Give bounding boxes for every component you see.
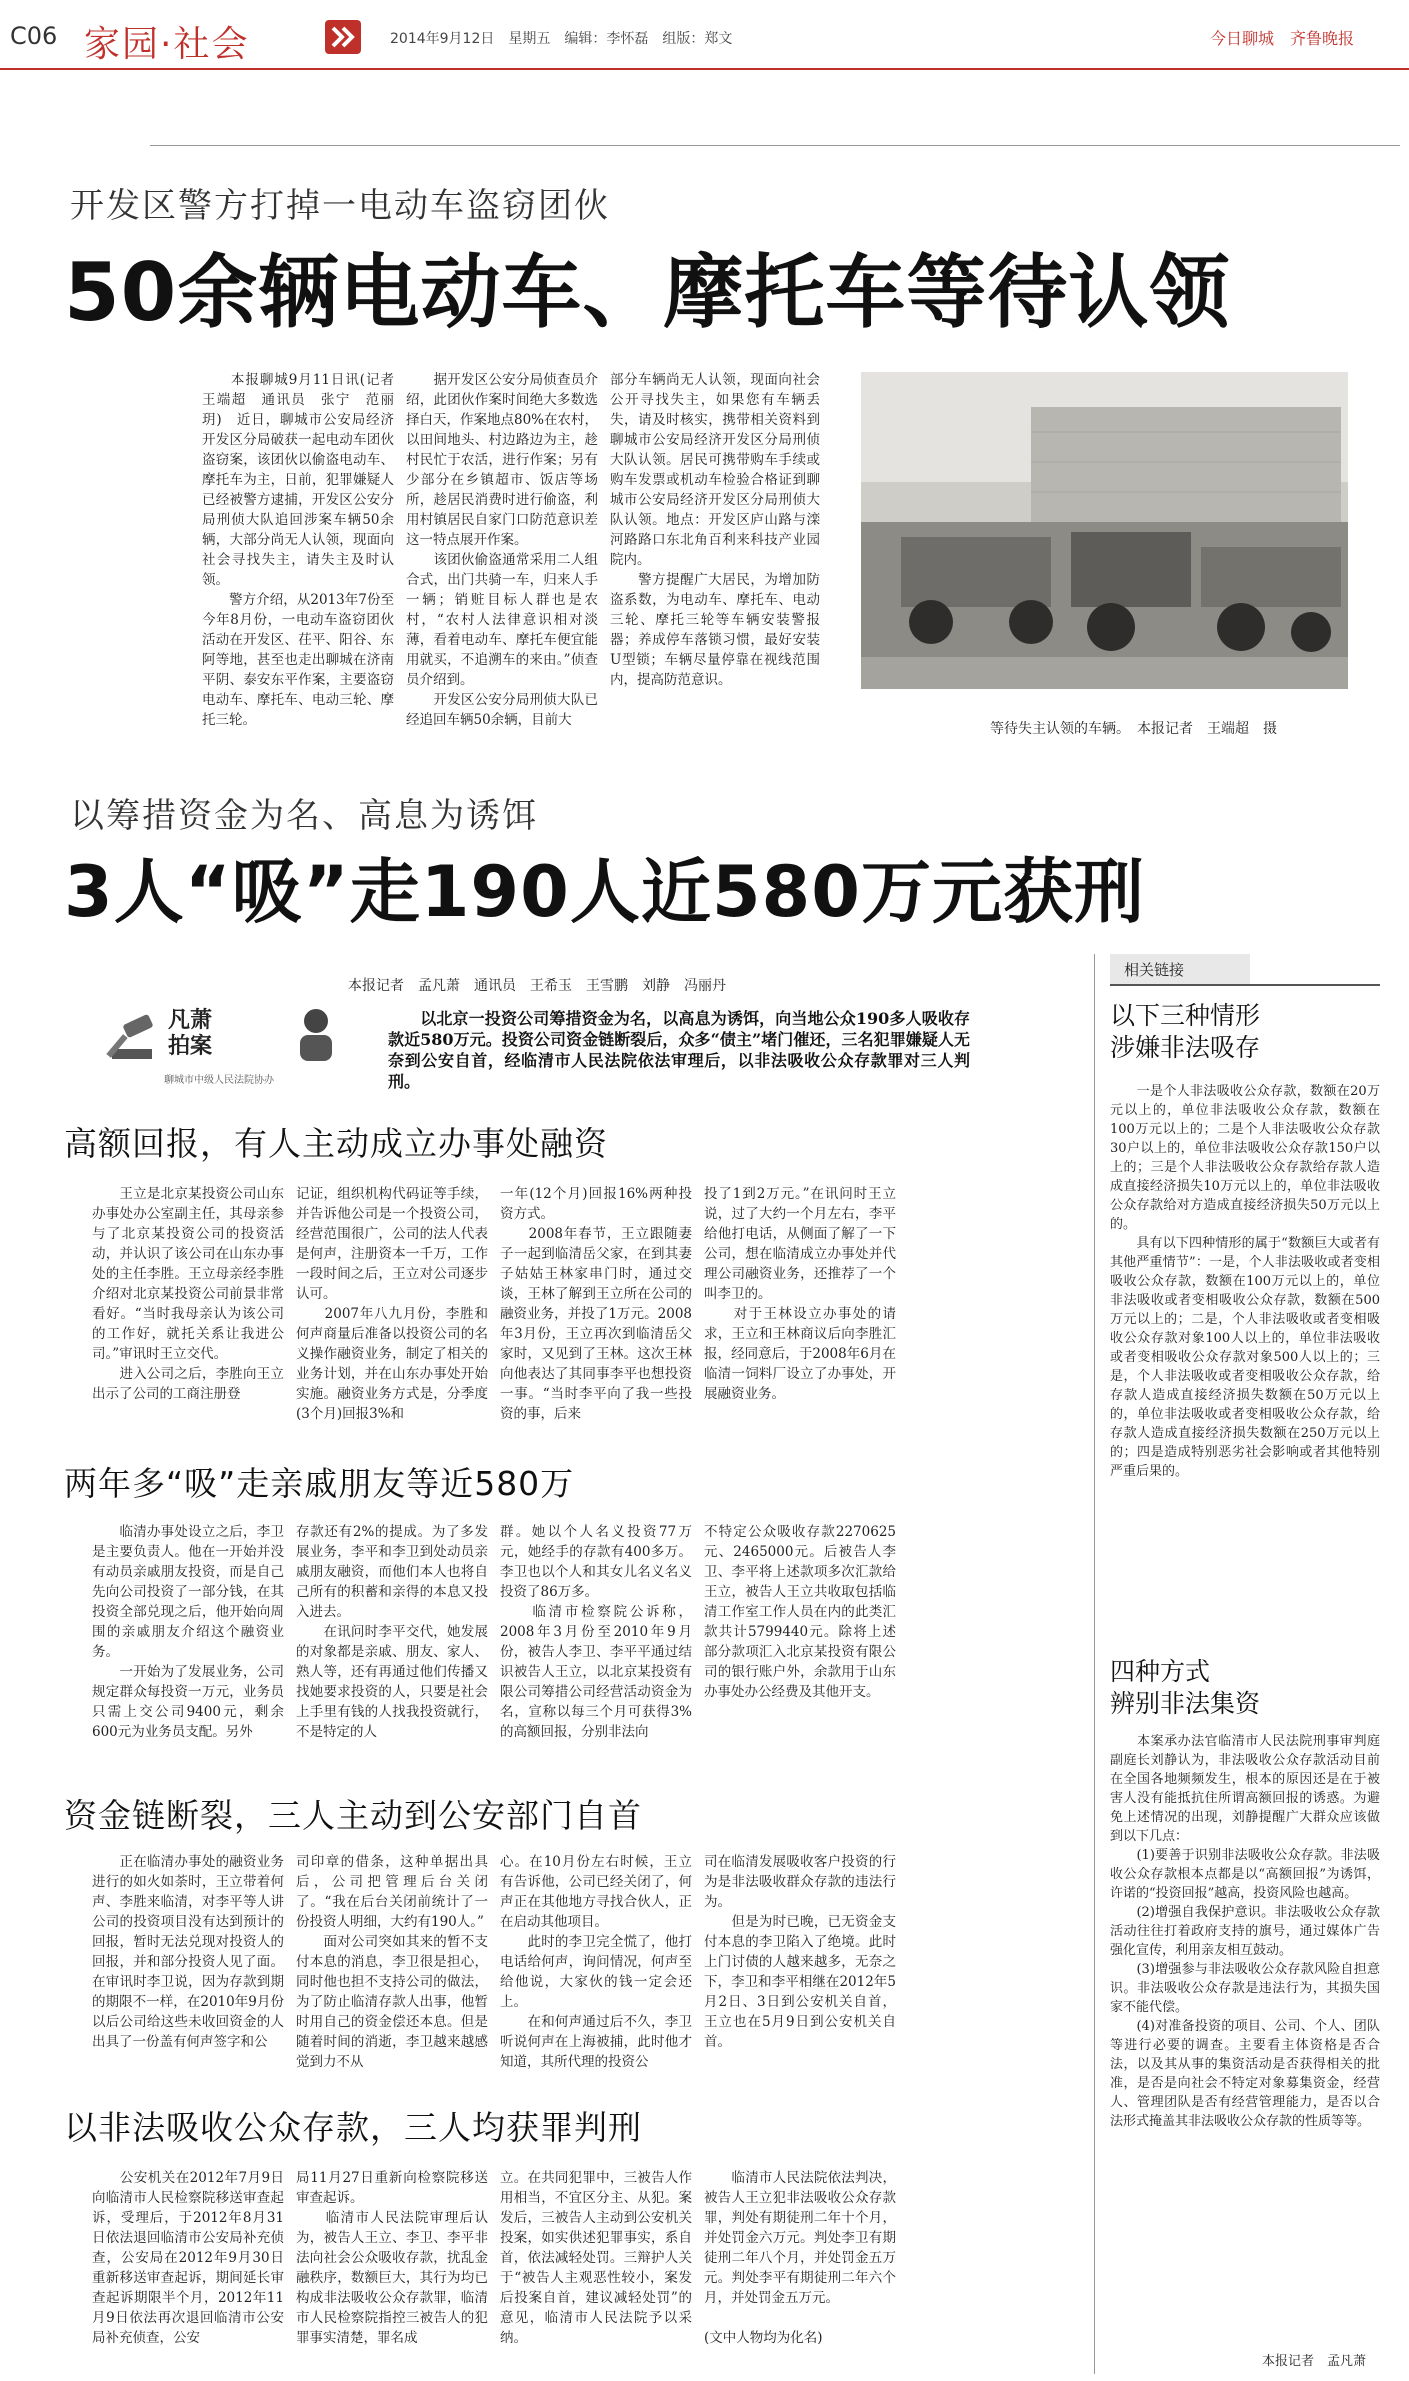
story1-headline: 50余辆电动车、摩托车等待认领 [64, 246, 1231, 339]
header-divider [150, 145, 1400, 146]
section4-column-4: 临清市人民法院依法判决，被告人王立犯非法吸收公众存款罪，判处有期徒刑二年十个月，并处罚金六万元。判处李卫有期徒刑二年八个月，并处罚金五万元。判处李平有期徒刑二年六个月，并处罚金五万元。 (文中人物均为化名) [704, 2170, 896, 2346]
section3-column-4: 司在临清发展吸收客户投资的行为是非法吸收群众存款的违法行为。 但是为时已晚，已无资金支付本息的李卫陷入了绝境。此时上门讨债的人越来越多，无奈之下，李卫和李平相继在2012年5月2日、3日到公安机关自首，王立也在5月9日到公安机关自首。 [704, 1854, 896, 2050]
section-title: 家园·社会 [84, 24, 250, 65]
newspaper-brand: 今日聊城 齐鲁晚报 [1210, 29, 1355, 48]
column-badge [104, 1005, 366, 1093]
section1-column-1: 王立是北京某投资公司山东办事处办公室副主任，其母亲参与了北京某投资公司的投资活动，并认识了该公司在山东办事处的主任李胜。王立母亲经李胜介绍对北京某投资公司前景非常看好。“当时我母亲认为该公司的工作好，就托关系让我进公司。”审讯时王立交代。 进入公司之后，李胜向王立出示了公司的工商注册登 [92, 1186, 284, 1402]
section2-column-4: 不特定公众吸收存款2270625元、2465000元。后被告人李卫、李平将上述款项多次汇款给王立，被告人王立共收取包括临清工作室工作人员在内的此类汇款共计5799440元。除将上述部分款项汇入北京某投资有限公司的银行账户外，余款用于山东办事处办公经费及其他开支。 [704, 1524, 896, 1700]
sidebar-divider [1094, 954, 1095, 2374]
section3-column-2: 司印章的借条，这种单据出具后，公司把管理后台关闭了。“我在后台关闭前统计了一份投资人明细，大约有190人。” 面对公司突如其来的暂不支付本息的消息，李卫很是担心，同时他也担不支持公司的做法，为了防止临清存款人出事，他暂时用自己的资金偿还本息。但是随着时间的消逝，李卫越来越感觉到力不从 [296, 1854, 488, 2070]
story1-column-1: 本报聊城9月11日讯(记者 王端超 通讯员 张宁 范丽玥) 近日，聊城市公安局经济开发区分局破获一起电动车团伙盗窃案，该团伙以偷盗电动车、摩托车为主，日前，犯罪嫌疑人已经被警方逮捕，开发区公安分局刑侦大队追回涉案车辆50余辆，大部分尚无人认领，现面向社会寻找失主，请失主及时认领。 警方介绍，从2013年7份至今年8月份，一电动车盗窃团伙活动在开发区、茌平、阳谷、东阿等地，甚至也走出聊城在济南平阴、泰安东平作案，主要盗窃电动车、摩托车、电动三轮、摩托三轮。 [202, 372, 394, 728]
section1-column-4: 投了1到2万元。”在讯问时王立说，过了大约一个月左右，李平给他打电话，从侧面了解了一下公司，想在临清成立办事处并代理公司融资业务，还推荐了一个叫李卫的。 对于王林设立办事处的请求，王立和王林商议后向李胜汇报，经同意后，于2008年6月在临清一饲料厂设立了办事处，开展融资业务。 [704, 1186, 896, 1402]
double-chevron-icon [325, 20, 361, 54]
photo-caption: 等待失主认领的车辆。 本报记者 王端超 摄 [990, 721, 1277, 737]
gavel-icon [104, 1011, 164, 1071]
sidebar-signature: 本报记者 孟凡萧 [1262, 2354, 1367, 2369]
sidebar-body-1: 一是个人非法吸收公众存款，数额在20万元以上的，单位非法吸收公众存款，数额在100万元以上的；二是个人非法吸收公众存款30户以上的，单位非法吸收公众存款150户以上的；三是个人非法吸收公众存款给存款人造成直接经济损失10万元以上的，单位非法吸收公众存款给对方造成直接经济损失50万元以上的。 具有以下四种情形的属于“数额巨大或者有其他严重情节”：一是，个人非法吸收或者变相吸收公众存款，数额在100万元以上的，单位非法吸收或者变相吸收公众存款，数额在500万元以上的；二是，个人非法吸收或者变相吸收公众存款对象100人以上的，单位非法吸收或者变相吸收公众存款对象500人以上的；三是，个人非法吸收或者变相吸收公众存款，给存款人造成直接经济损失数额在50万元以上的，单位非法吸收或者变相吸收公众存款，给存款人造成直接经济损失数额在250万元以上的；四是造成特别恶劣社会影响或者其他特别严重后果的。 [1110, 1084, 1380, 1479]
story2-lead: 以北京一投资公司筹措资金为名，以高息为诱饵，向当地公众190多人吸收存款近580万元。投资公司资金链断裂后，众多“债主”堵门催还，三名犯罪嫌疑人无奈到公安自首，经临清市人民法院依法审理后，以非法吸收公众存款罪对三人判刑。 [388, 1009, 970, 1091]
section4-column-1: 公安机关在2012年7月9日向临清市人民检察院移送审查起诉，受理后，于2012年8月31日依法退回临清市公安局补充侦查，公安局在2012年9月30日重新移送审查起诉，期间延长审查起诉期限半个月，2012年11月9日依法再次退回临清市公安局补充侦查，公安 [92, 2170, 284, 2346]
vehicles-photo [861, 372, 1348, 689]
sidebar-tab-label: 相关链接 [1124, 961, 1185, 979]
section2-column-3: 群。她以个人名义投资77万元，她经手的存款有400多万。李卫也以个人和其女儿名义名义投资了86万多。 临清市检察院公诉称，2008年3月份至2010年9月份，被告人李卫、李平平通过结识被告人王立，以北京某投资有限公司筹措公司经营活动资金为名，宣称以每三个月可获得3%的高额回报，分别非法向 [500, 1524, 692, 1740]
section3-column-3: 心。在10月份左右时候，王立有告诉他，公司已经关闭了，何声正在其他地方寻找合伙人，正在启动其他项目。 此时的李卫完全慌了，他打电话给何声，询问情况，何声至给他说，大家伙的钱一定会还上。 在和何声通过后不久，李卫听说何声在上海被捕，此时他才知道，其所代理的投资公 [500, 1854, 692, 2070]
subhead-3: 资金链断裂，三人主动到公安部门自首 [64, 1796, 642, 1835]
story1-column-2: 据开发区公安分局侦查员介绍，此团伙作案时间绝大多数选择白天，作案地点80%在农村，以田间地头、村边路边为主，趁村民忙于农活，进行作案；另有少部分在乡镇超市、饭店等场所，趁居民消费时进行偷盗，利用村镇居民自家门口防范意识差这一特点展开作案。 该团伙偷盗通常采用二人组合式，出门共骑一车，归来人手一辆；销赃目标人群也是农村，“农村人法律意识相对淡薄，看着电动车、摩托车便宜能用就买，不追溯车的来由。”侦查员介绍到。 开发区公安分局刑侦大队已经追回车辆50余辆，目前大 [406, 372, 599, 728]
section4-column-2: 局11月27日重新向检察院移送审查起诉。 临清市人民法院审理后认为，被告人王立、李卫、李平非法向社会公众吸收存款，扰乱金融秩序，数额巨大，其行为均已构成非法吸收公众存款罪，临清市人民检察院指控三被告人的犯罪事实清楚，罪名成 [296, 2170, 488, 2346]
subhead-1: 高额回报，有人主动成立办事处融资 [64, 1124, 608, 1163]
story1-kicker: 开发区警方打掉一电动车盗窃团伙 [70, 186, 610, 226]
section1-column-2: 记证，组织机构代码证等手续，并告诉他公司是一个投资公司，经营范围很广，公司的法人代表是何声，注册资本一千万，工作一段时间之后，王立对公司逐步认可。 2007年八九月份，李胜和何声商量后准备以投资公司的名义操作融资业务，制定了相关的业务计划，并在山东办事处开始实施。融资业务方式是，分季度(3个月)回报3%和 [296, 1186, 488, 1422]
section4-column-3: 立。在共同犯罪中，三被告人作用相当，不宜区分主、从犯。案发后，三被告人主动到公安机关投案，如实供述犯罪事实，系自首，依法减轻处罚。三辩护人关于“被告人主观恶性较小，案发后投案自首，建议减轻处罚”的意见，临清市人民法院予以采纳。 [500, 2170, 692, 2346]
reporter-avatar [294, 1005, 338, 1061]
sidebar-rule [1110, 984, 1380, 986]
story2-byline: 本报记者 孟凡萧 通讯员 王希玉 王雪鹏 刘静 冯丽丹 [348, 978, 726, 994]
column-badge-caption: 聊城市中级人民法院协办 [164, 1075, 274, 1086]
subhead-2: 两年多“吸”走亲戚朋友等近580万 [64, 1464, 575, 1503]
story2-kicker: 以筹措资金为名、高息为诱饵 [70, 796, 538, 836]
header-rule [0, 68, 1409, 70]
issue-date-line: 2014年9月12日 星期五 编辑：李怀磊 组版：郑文 [390, 31, 733, 47]
sidebar-heading-2: 四种方式 辨别非法集资 [1110, 1657, 1261, 1718]
sidebar-body-2: 本案承办法官临清市人民法院刑事审判庭副庭长刘静认为，非法吸收公众存款活动目前在全国各地频频发生，根本的原因还是在于被害人没有能抵抗住所谓高额回报的诱惑。为避免上述情况的出现，刘静提醒广大群众应该做到以下几点： (1)要善于识别非法吸收公众存款。非法吸收公众存款根本点都是以“高额回报”为诱饵，许诺的“投资回报”越高，投资风险也越高。 (2)增强自我保护意识。非法吸收公众存款活动往往打着政府支持的旗号，通过媒体广告强化宣传，利用亲友相互鼓动。 (3)增强参与非法吸收公众存款风险自担意识。非法吸收公众存款是违法行为，其损失国家不能代偿。 (4)对准备投资的项目、公司、个人、团队等进行必要的调查。主要看主体资格是否合法，以及其从事的集资活动是否获得相关的批准，是否是向社会不特定对象募集资金，经营人、管理团队是否有经营管理能力，是否以合法形式掩盖其非法吸收公众存款的性质等等。 [1110, 1734, 1380, 2129]
section2-column-2: 存款还有2%的提成。为了多发展业务，李平和李卫到处动员亲戚朋友融资，而他们本人也将自己所有的积蓄和亲得的本息又投入进去。 在讯问时李平交代，她发展的对象都是亲戚、朋友、家人、熟人等，还有再通过他们传播又找她要求投资的人，只要是社会上手里有钱的人找我投资就行，不是特定的人 [296, 1524, 488, 1740]
section1-column-3: 一年(12个月)回报16%两种投资方式。 2008年春节，王立跟随妻子一起到临清岳父家，在到其妻子姑姑王林家串门时，通过交谈，王林了解到王立所在公司的融资业务，并投了1万元。2008年3月份，王立再次到临清岳父家时，又见到了王林。这次王林向他表达了其同事李平也想投资一事。“当时李平向了我一些投资的事，后来 [500, 1186, 692, 1422]
sidebar-tab [1110, 954, 1250, 984]
story1-column-3: 部分车辆尚无人认领，现面向社会公开寻找失主，如果您有车辆丢失，请及时核实，携带相关资料到聊城市公安局经济开发区分局刑侦大队认领。居民可携带购车手续或购车发票或机动车检验合格证到聊城市公安局经济开发区分局刑侦大队认领。地点：开发区庐山路与滦河路路口东北角百利来科技产业园院内。 警方提醒广大居民，为增加防盗系数，为电动车、摩托车、电动三轮、摩托三轮等车辆安装警报器；养成停车落锁习惯，最好安装U型锁；车辆尽量停靠在视线范围内，提高防范意识。 [610, 372, 820, 688]
subhead-4: 以非法吸收公众存款，三人均获罪判刑 [64, 2108, 642, 2147]
column-badge-name: 凡萧拍案 [168, 1007, 213, 1059]
story2-headline: 3人“吸”走190人近580万元获刑 [64, 851, 1145, 933]
section2-column-1: 临清办事处设立之后，李卫是主要负责人。他在一开始并没有动员亲戚朋友投资，而是自己先向公司投资了一部分钱，在其投资全部兑现之后，他开始向周围的亲戚朋友介绍这个融资业务。 一开始为了发展业务，公司规定群众每投资一万元，业务员只需上交公司9400元，剩余600元为业务员支配。另外 [92, 1524, 284, 1740]
page-number: C06 [10, 22, 58, 50]
sidebar-heading-1: 以下三种情形 涉嫌非法吸存 [1110, 1001, 1261, 1062]
section3-column-1: 正在临清办事处的融资业务进行的如火如荼时，王立带着何声、李胜来临清，对李平等人讲公司的投资项目没有达到预计的回报，暂时无法兑现对投资人的回报，并和部分投资人见了面。在审讯时李卫说，因为存款到期的期限不一样，在2010年9月份以后公司给这些未收回资金的人出具了一份盖有何声签字和公 [92, 1854, 284, 2050]
